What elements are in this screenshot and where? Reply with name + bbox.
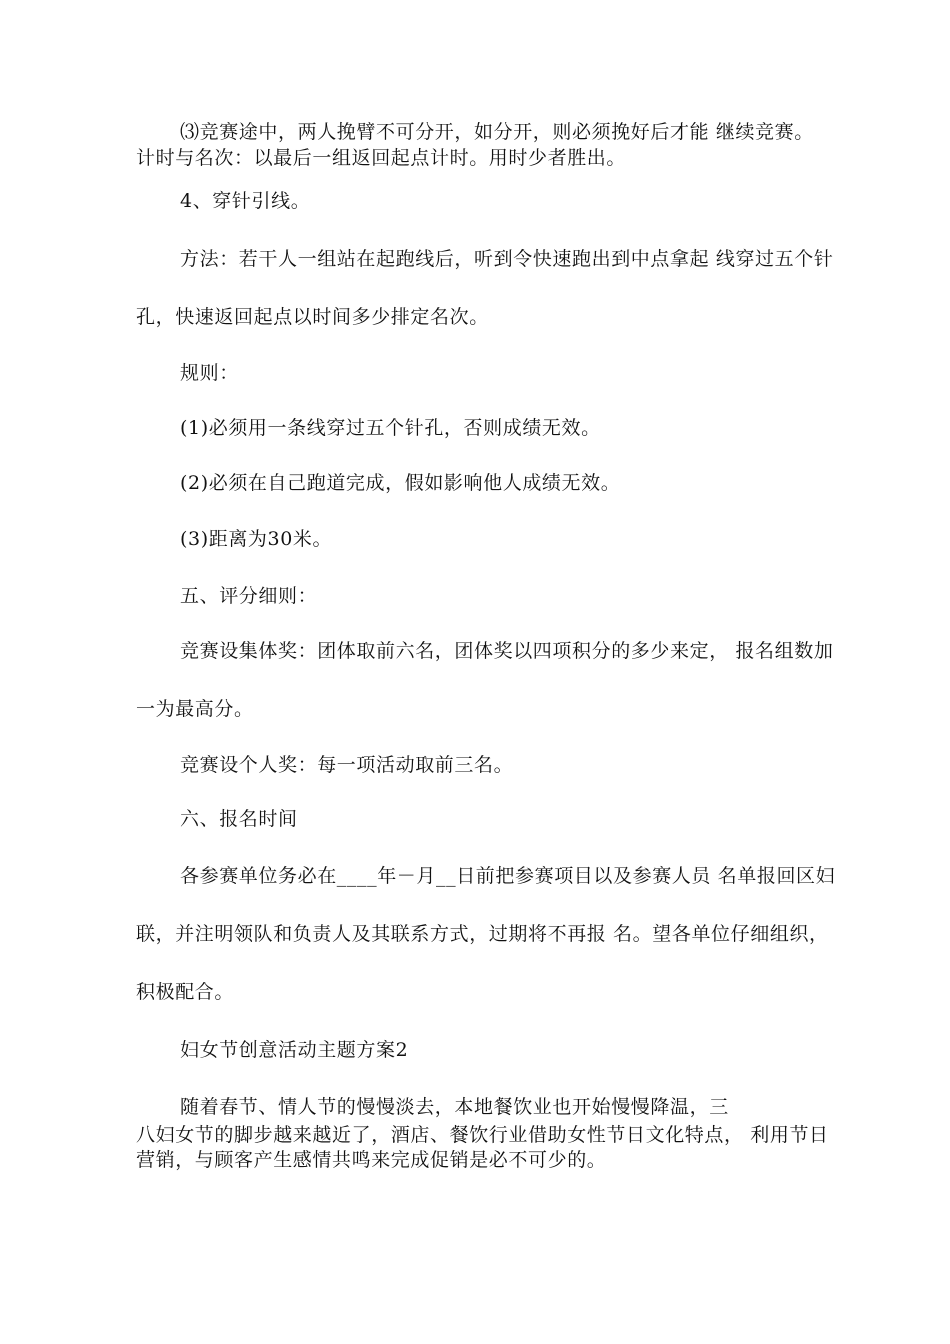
paragraph-line: 方法：若干人一组站在起跑线后，听到令快速跑出到中点拿起 线穿过五个针 <box>180 248 834 270</box>
paragraph-line: 孔，快速返回起点以时间多少排定名次。 <box>136 306 489 328</box>
paragraph-line: 规则： <box>180 362 239 384</box>
section-title: 妇女节创意活动主题方案2 <box>180 1039 409 1061</box>
section-heading: 五、评分细则： <box>180 585 318 607</box>
paragraph-line: 八妇女节的脚步越来越近了，酒店、餐饮行业借助女性节日文化特点， 利用节日 <box>136 1124 829 1146</box>
paragraph-line: 各参赛单位务必在____年－月__日前把参赛项目以及参赛人员 名单报回区妇 <box>180 865 836 887</box>
section-heading: 六、报名时间 <box>180 808 298 830</box>
paragraph-line: 随着春节、情人节的慢慢淡去，本地餐饮业也开始慢慢降温，三 <box>180 1096 729 1118</box>
rule-item: (3)距离为30米。 <box>180 528 333 550</box>
rule-item: (1)必须用一条线穿过五个针孔，否则成绩无效。 <box>180 417 601 439</box>
paragraph-line: 积极配合。 <box>136 981 235 1003</box>
paragraph-line: 联，并注明领队和负责人及其联系方式，过期将不再报 名。望各单位仔细组织， <box>136 923 829 945</box>
paragraph-line: 竞赛设个人奖：每一项活动取前三名。 <box>180 754 514 776</box>
paragraph-line: 一为最高分。 <box>136 698 254 720</box>
rule-item: (2)必须在自己跑道完成，假如影响他人成绩无效。 <box>180 472 621 494</box>
paragraph-line: 计时与名次：以最后一组返回起点计时。用时少者胜出。 <box>136 147 627 169</box>
paragraph-line: 营销，与顾客产生感情共鸣来完成促销是必不可少的。 <box>136 1149 607 1171</box>
paragraph-line: 竞赛设集体奖：团体取前六名，团体奖以四项积分的多少来定， 报名组数加 <box>180 640 834 662</box>
section-heading: 4、穿针引线。 <box>180 190 311 212</box>
paragraph-line: ⑶竞赛途中，两人挽臂不可分开，如分开，则必须挽好后才能 继续竞赛。 <box>180 121 814 143</box>
